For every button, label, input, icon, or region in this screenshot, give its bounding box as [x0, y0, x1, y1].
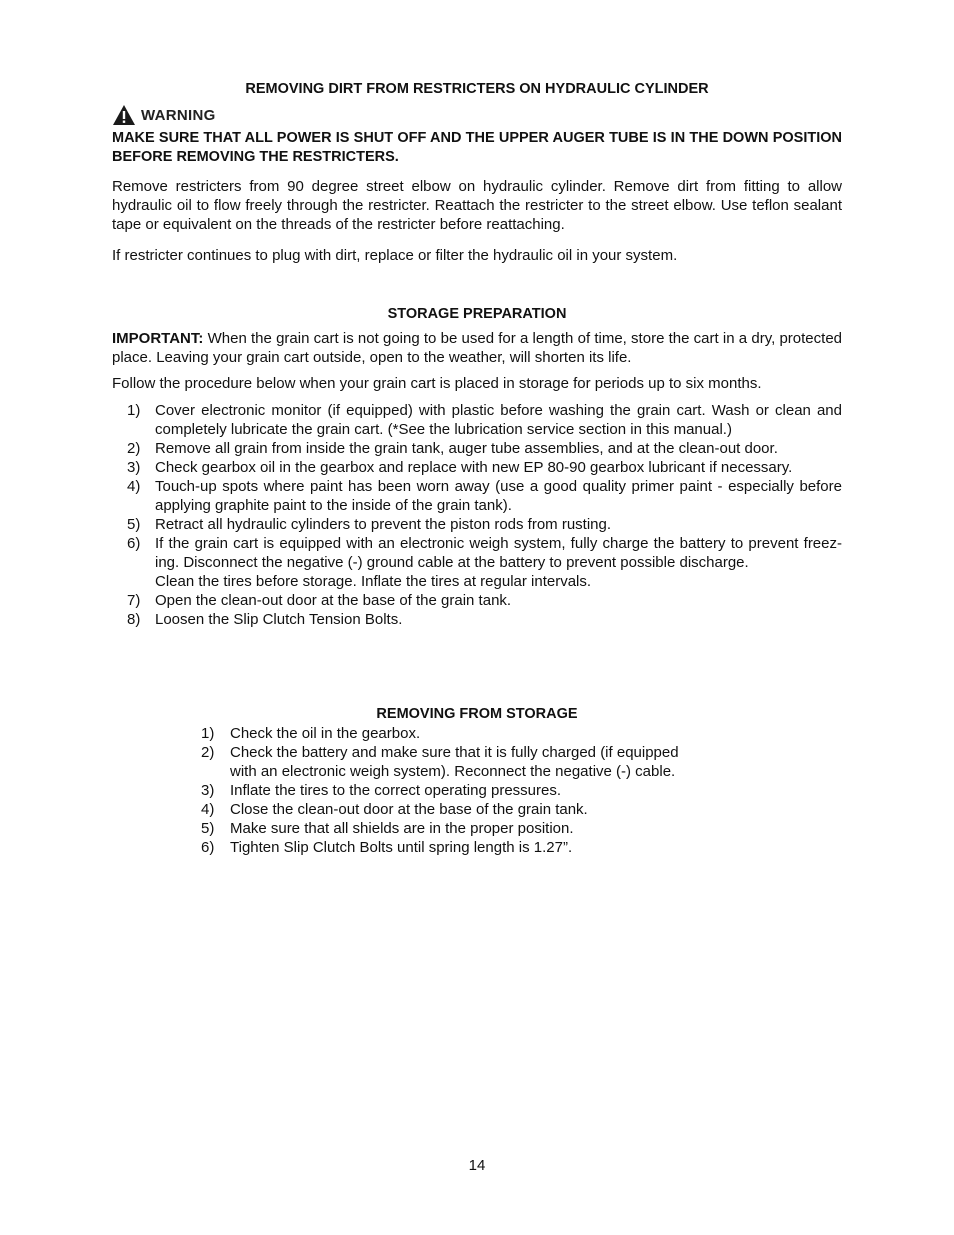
- list-item-number: 1): [201, 725, 215, 742]
- list-item: [112, 515, 842, 534]
- list-item-number: 2): [127, 440, 141, 457]
- storage-preparation-list: [112, 401, 842, 629]
- list-item-text: Inflate the tires to the correct operating pressures.: [230, 782, 562, 799]
- list-item: [112, 477, 842, 515]
- list-item-number: 5): [201, 820, 215, 837]
- list-item-number: 4): [201, 801, 215, 818]
- list-item: [201, 838, 721, 857]
- list-item-text: Check the oil in the gearbox.: [230, 725, 421, 742]
- warning-badge: [112, 103, 842, 127]
- restricter-paragraph: Remove restricters from 90 degree street elbow on hydraulic cylinder. Remove dirt from fitting to allow hydraulic oil to flow freely through the restricter. Reattach the restricter to the street elbow. Use teflon sealant tape or equivalent on the threads of the restricter before reattaching.: [112, 178, 842, 233]
- list-item-number: 3): [201, 782, 215, 799]
- list-item: [112, 534, 842, 591]
- important-label: IMPORTANT:: [112, 330, 204, 347]
- warning-block: [112, 103, 842, 167]
- list-item-number: 7): [127, 592, 141, 609]
- list-item: [112, 401, 842, 439]
- removing-from-storage-list: [201, 724, 721, 857]
- list-item-text: Check gearbox oil in the gearbox and replace with new EP 80-90 gearbox lubricant if necessary.: [155, 459, 793, 476]
- list-item: [201, 781, 721, 800]
- warning-triangle-icon: [112, 104, 136, 126]
- list-item: [112, 458, 842, 477]
- list-item-number: 6): [201, 839, 215, 856]
- list-item-text: Make sure that all shields are in the proper position.: [230, 820, 574, 837]
- page-number: 14: [468, 1157, 486, 1174]
- list-item-text-continued: Clean the tires before storage. Inflate the tires at regular intervals.: [155, 573, 592, 590]
- list-item-text: Loosen the Slip Clutch Tension Bolts.: [155, 611, 403, 628]
- list-item-text: Check the battery and make sure that it is fully charged (if equipped with an electronic weigh system). Reconnect the negative (-) cable.: [230, 744, 679, 780]
- section-title-restricters: REMOVING DIRT FROM RESTRICTERS ON HYDRAULIC CYLINDER: [245, 81, 709, 97]
- list-item: [201, 743, 721, 781]
- storage-intro: Follow the procedure below when your grain cart is placed in storage for periods up to six months.: [112, 375, 762, 392]
- list-item-text: Open the clean-out door at the base of the grain tank.: [155, 592, 512, 609]
- list-item: [201, 724, 721, 743]
- list-item-number: 3): [127, 459, 141, 476]
- list-item: [201, 800, 721, 819]
- list-item-text: Cover electronic monitor (if equipped) with plastic before washing the grain cart. Wash or clean and completely lubricate the grain cart. (*See the lubrication service section in this manual.): [155, 402, 842, 438]
- list-item-text: Touch-up spots where paint has been worn away (use a good quality primer paint - especially before applying graphite paint to the inside of the grain tank).: [155, 478, 842, 514]
- list-item-number: 5): [127, 516, 141, 533]
- important-text: When the grain cart is not going to be used for a length of time, store the cart in a dry, protected place. Leaving your grain cart outside, open to the weather, will shorten its life.: [112, 330, 842, 366]
- list-item-number: 2): [201, 744, 215, 761]
- list-item-text: Remove all grain from inside the grain tank, auger tube assemblies, and at the clean-out door.: [155, 440, 778, 457]
- list-item: [112, 610, 842, 629]
- list-item: [112, 591, 842, 610]
- list-item-number: 4): [127, 478, 141, 495]
- list-item-number: 1): [127, 402, 141, 419]
- list-item: [201, 819, 721, 838]
- warning-text: MAKE SURE THAT ALL POWER IS SHUT OFF AND THE UPPER AUGER TUBE IS IN THE DOWN POSITION BEFORE REMOVING THE RESTRICTERS.: [112, 130, 842, 165]
- list-item-text: If the grain cart is equipped with an electronic weigh system, fully charge the battery to prevent freez-ing. Disconnect the negative (-) ground cable at the battery to prevent possible discharge.: [155, 535, 842, 571]
- restricter-paragraph-2: If restricter continues to plug with dirt, replace or filter the hydraulic oil in your system.: [112, 247, 678, 264]
- important-paragraph: [112, 329, 842, 367]
- list-item-text: Tighten Slip Clutch Bolts until spring length is 1.27”.: [230, 839, 573, 856]
- list-item-number: 8): [127, 611, 141, 628]
- list-item-text: Close the clean-out door at the base of the grain tank.: [230, 801, 588, 818]
- list-item-number: 6): [127, 535, 141, 552]
- list-item-text: Retract all hydraulic cylinders to prevent the piston rods from rusting.: [155, 516, 612, 533]
- warning-label: WARNING: [141, 106, 216, 124]
- list-item: [112, 439, 842, 458]
- section-title-storage-preparation: STORAGE PREPARATION: [387, 306, 567, 322]
- section-title-removing-from-storage: REMOVING FROM STORAGE: [376, 706, 578, 722]
